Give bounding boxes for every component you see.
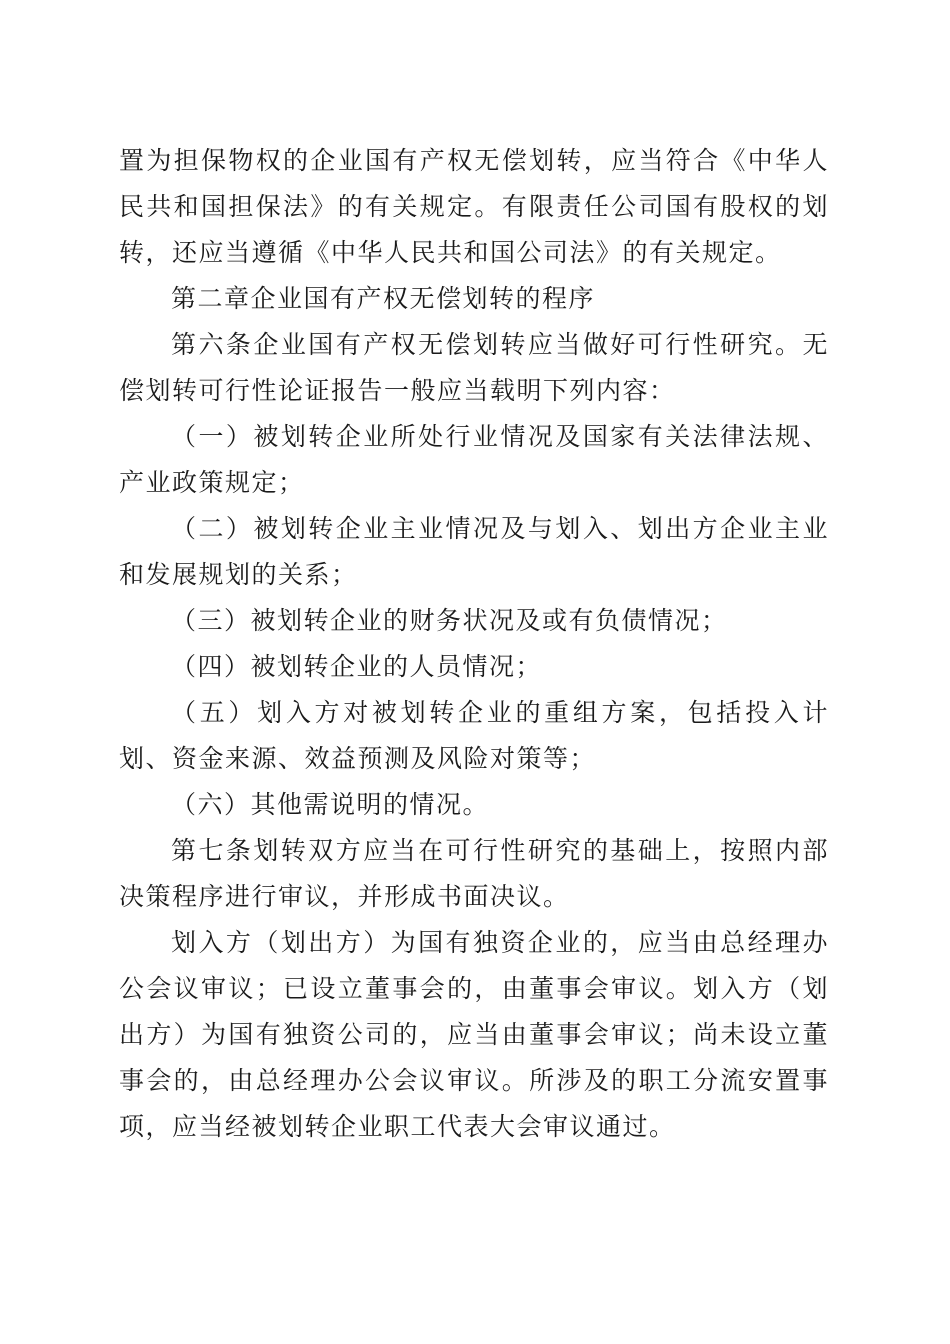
list-item-4: （四）被划转企业的人员情况； (171, 652, 543, 681)
list-item-5: （五）划入方对被划转企业的重组方案，包括投入计划、资金来源、效益预测及风险对策等； (119, 698, 829, 773)
list-item-1: （一）被划转企业所处行业情况及国家有关法律法规、产业政策规定； (119, 422, 829, 497)
article-6-paragraph: 第六条企业国有产权无偿划转应当做好可行性研究。无偿划转可行性论证报告一般应当载明下列内容： (119, 330, 829, 405)
chapter-heading: 第二章企业国有产权无偿划转的程序 (171, 284, 596, 313)
list-item-3: （三）被划转企业的财务状况及或有负债情况； (171, 606, 728, 635)
review-rules-paragraph: 划入方（划出方）为国有独资企业的，应当由总经理办公会议审议；已设立董事会的，由董事会审议。划入方（划出方）为国有独资公司的，应当由董事会审议；尚未设立董事会的，由总经理办公会议审议。所涉及的职工分流安置事项，应当经被划转企业职工代表大会审议通过。 (119, 928, 829, 1141)
document-body (119, 138, 829, 1150)
paragraph-continuation: 置为担保物权的企业国有产权无偿划转，应当符合《中华人民共和国担保法》的有关规定。有限责任公司国有股权的划转，还应当遵循《中华人民共和国公司法》的有关规定。 (119, 146, 829, 267)
list-item-6: （六）其他需说明的情况。 (171, 790, 490, 819)
list-item-2: （二）被划转企业主业情况及与划入、划出方企业主业和发展规划的关系； (119, 514, 829, 589)
article-7-paragraph: 第七条划转双方应当在可行性研究的基础上，按照内部决策程序进行审议，并形成书面决议。 (119, 836, 829, 911)
